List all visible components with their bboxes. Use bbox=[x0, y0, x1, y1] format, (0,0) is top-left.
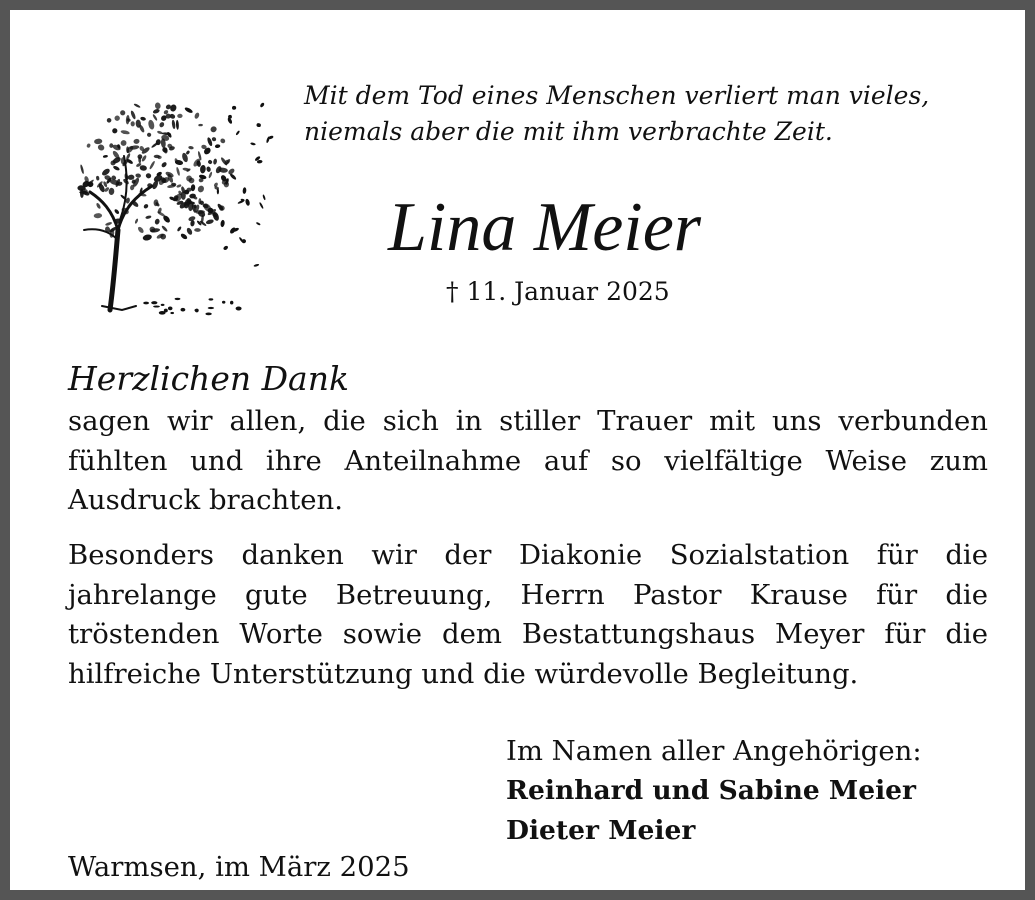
signature-names-1: Reinhard und Sabine Meier bbox=[506, 775, 916, 806]
thanks-paragraph-1: sagen wir allen, die sich in stiller Trauer mit uns verbunden fühlten und ihre Anteilnahme auf so vielfältige Weise zum Ausdruck brachten. bbox=[68, 405, 988, 516]
deceased-name: Lina Meier bbox=[388, 189, 702, 266]
place-and-date: Warmsen, im März 2025 bbox=[68, 851, 410, 883]
tree-with-falling-leaves-icon bbox=[66, 80, 276, 325]
memorial-quote bbox=[304, 78, 929, 150]
quote-line-2: niemals aber die mit ihm verbrachte Zeit. bbox=[304, 117, 833, 146]
quote-line-1: Mit dem Tod eines Menschen verliert man vieles, bbox=[304, 81, 930, 110]
death-date: † 11. Januar 2025 bbox=[446, 277, 670, 306]
signature-intro: Im Namen aller Angehörigen: bbox=[506, 735, 922, 767]
thanks-heading: Herzlichen Dank bbox=[68, 359, 349, 398]
signature-names-2: Dieter Meier bbox=[506, 815, 696, 846]
thanks-paragraph-2: Besonders danken wir der Diakonie Sozialstation für die jahrelange gute Betreuung, Herrn Pastor Krause für die tröstenden Worte sowie dem Bestattungshaus Meyer für die hilfreiche Unterstützung und die würdevolle Begleitung. bbox=[68, 539, 988, 690]
